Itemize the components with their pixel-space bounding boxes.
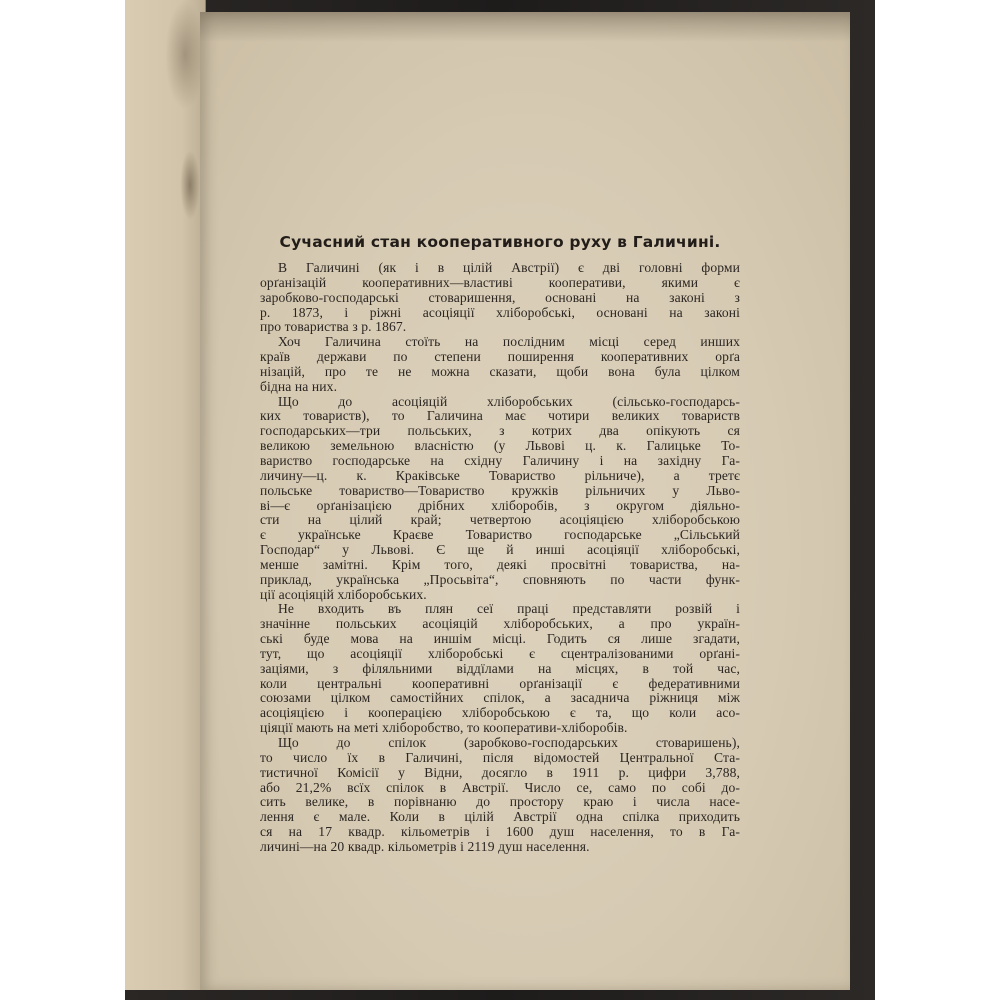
text-line: значінне польських асоціяцій хліборобських, а про україн-: [260, 616, 740, 632]
left-page-edge: [125, 0, 206, 990]
text-line: лення є мале. Коли в цілій Австрії одна спілка приходить: [260, 809, 740, 825]
paragraph: [260, 736, 740, 855]
text-line: сить велике, в порівнаню до простору краю і числа насе-: [260, 794, 740, 810]
text-line: заробково-господарські стоваришення, основані на законі з: [260, 289, 740, 305]
text-line: В Галичині (як і в цілій Австрії) є дві головні форми: [278, 260, 740, 275]
text-line: господарських—три польських, з котрих два опікують ся: [260, 423, 740, 439]
text-line: ких товариств), то Галичина має чотири великих товариств: [260, 408, 740, 424]
text-line: союзами цілком самостійних спілок, а засаднича ріжниця між: [260, 690, 740, 706]
text-line: коли центральні кооперативні орґанізації є федеративними: [260, 675, 740, 691]
text-line: тистичної Комісії у Відни, досягло в 1911 р. цифри 3,788,: [260, 764, 740, 780]
text-line: вариство господарське на східну Галичину і на західну Га-: [260, 452, 740, 468]
text-line: заціями, з філяльними віддїлами на місцях, в той час,: [260, 660, 740, 676]
text-line: польське товариство—Товариство кружків рільничих у Льво-: [260, 482, 740, 498]
text-line: про товариства з р. 1867.: [260, 319, 407, 335]
text-line: або 21,2% всїх спілок в Австрії. Число се, само по собі до-: [260, 779, 740, 795]
paragraphs: [260, 261, 740, 855]
text-line: Господар“ у Львові. Є ще й инші асоціяції хліборобські,: [260, 542, 740, 558]
text-line: личині—на 20 квадр. кільометрів і 2119 душ населення.: [260, 838, 590, 854]
book-page: [200, 12, 850, 990]
paragraph: [260, 395, 740, 603]
document-body: [260, 220, 740, 855]
text-line: бідна на них.: [260, 378, 338, 394]
text-line: Що до асоціяцій хліборобських (сільсько-господарсь-: [278, 393, 740, 409]
text-line: ся на 17 квадр. кільометрів і 1600 душ населення, то в Га-: [260, 824, 740, 840]
text-line: тут, що асоціяції хліборобські є сцентралізованими орґані-: [260, 645, 740, 661]
page-stain: [180, 150, 200, 220]
text-line: ські буде мова на иншім місці. Годить ся лише згадати,: [260, 631, 740, 647]
text-line: ві—є орґанізацією дрібних хліборобів, з округом діяльно-: [260, 497, 740, 513]
text-line: країв держави по степени поширення кооперативних орґа: [260, 349, 740, 365]
text-line: орґанізацій кооперативних—властиві кооперативи, якими є: [260, 274, 740, 290]
text-line: Хоч Галичина стоїть на послідним місці серед инших: [278, 334, 740, 350]
text-line: менше замітні. Крім того, деякі просвітні товариства, на-: [260, 556, 740, 572]
paragraph: [260, 602, 740, 736]
text-line: асоціяцією і кооперацією хліборобською є та, що коли асо-: [260, 705, 740, 721]
text-line: сти на цілий край; четвертою асоціяцією хліборобською: [260, 512, 740, 528]
text-line: приклад, українська „Просьвіта“, сповняють по части функ-: [260, 571, 740, 587]
paragraph: [260, 335, 740, 394]
page-top-edge: [200, 12, 850, 42]
text-line: є українське Краєве Товариство господарське „Сільський: [260, 527, 740, 543]
text-line: личину—ц. к. Краківське Товариство рільниче), а третє: [260, 467, 740, 483]
text-line: великою земельною власністю (у Львові ц. к. Галицьке То-: [260, 438, 740, 454]
text-line: то число їх в Галичині, після відомостей Центральної Ста-: [260, 749, 740, 765]
text-line: ції асоціяцій хліборобських.: [260, 586, 427, 602]
text-line: нізацій, про те не можна сказати, щоби вона була цілком: [260, 363, 740, 379]
paragraph: [260, 261, 740, 335]
page-stain: [165, 0, 205, 110]
text-line: Що до спілок (заробково-господарських стоваришень),: [278, 735, 740, 750]
document-title: Сучасний стан кооперативного руху в Галичині.: [279, 233, 721, 251]
text-line: Не входить въ плян сеї праці представляти розвій і: [278, 601, 740, 617]
text-line: р. 1873, і ріжні асоціяції хліборобські, основані на законі: [260, 304, 740, 320]
text-line: ціяції мають на меті хліборобство, то кооперативи-хліборобів.: [260, 720, 628, 736]
